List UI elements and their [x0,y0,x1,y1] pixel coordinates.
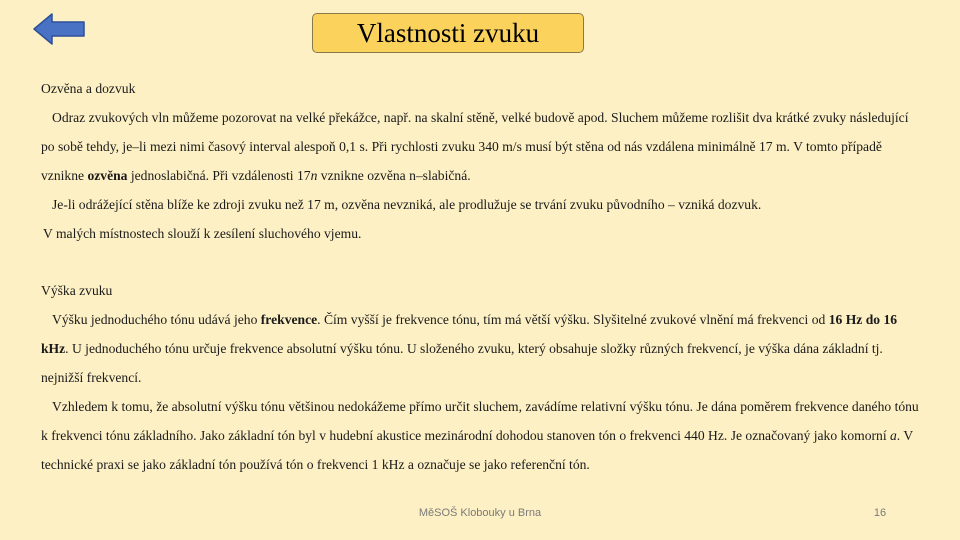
section-echo [41,74,921,248]
bold-term: 16 Hz do 16 kHz [41,312,898,356]
back-button[interactable] [32,12,86,46]
text-run: Odraz zvukových vln můžeme pozorovat na velké překážce, např. na skalní stěně, velké budově apod. Sluchem můžeme rozlišit dva krátké zvuky následující po sobě tehdy, je–li mezi nimi časový interval alespoň 0,1 s. Při rychlosti zvuku 340 m/s musí být stěna od nás vzdálena minimálně 17 m. V tomto případě vznikne [41,110,909,183]
paragraph-echo-2: Je-li odrážející stěna blíže ke zdroji zvuku než 17 m, ozvěna nevzniká, ale prodlužuje se trvání zvuku původního – vzniká dozvuk. [52,197,762,212]
text-run: jednoslabičná. Při vzdálenosti 17 [127,168,311,183]
paragraph-echo-3: V malých místnostech slouží k zesílení sluchového vjemu. [43,226,362,241]
arrow-left-icon [32,12,86,46]
italic-term: n [310,168,318,183]
text-run: . V technické praxi se jako základní tón používá tón o frekvenci 1 kHz a označuje se jako referenční tón. [41,428,913,472]
slide-title [312,13,584,53]
section-heading-echo: Ozvěna a dozvuk [41,81,136,96]
section-pitch [41,276,921,479]
italic-term: a [890,428,897,443]
text-run: Výšku jednoduchého tónu udává jeho [52,312,261,327]
section-heading-pitch: Výška zvuku [41,283,113,298]
bold-term: frekvence [260,312,318,327]
page-number: 16 [873,507,887,519]
footer-school: MěSOŠ Klobouky u Brna [418,507,542,519]
paragraph-pitch-2 [41,392,921,479]
paragraph-pitch-1 [41,305,921,392]
text-run: vznikne ozvěna n–slabičná. [317,168,471,183]
slide-title-text: Vlastnosti zvuku [356,17,540,48]
text-run: . U jednoduchého tónu určuje frekvence absolutní výšku tónu. U složeného zvuku, který obsahuje složky různých frekvencí, je výška dána základní tj. nejnižší frekvencí. [41,341,883,385]
bold-term: ozvěna [87,168,128,183]
text-run: . Čím vyšší je frekvence tónu, tím má větší výšku. Slyšitelné zvukové vlnění má frekvenci od [317,312,829,327]
paragraph-echo-1 [41,103,921,190]
text-run: Vzhledem k tomu, že absolutní výšku tónu většinou nedokážeme přímo určit sluchem, zavádíme relativní výšku tónu. Je dána poměrem frekvence daného tónu k frekvenci tónu základního. Jako základní tón byl v hudební akustice mezinárodní dohodou stanoven tón o frekvenci 440 Hz. Je označovaný jako komorní [41,399,919,443]
